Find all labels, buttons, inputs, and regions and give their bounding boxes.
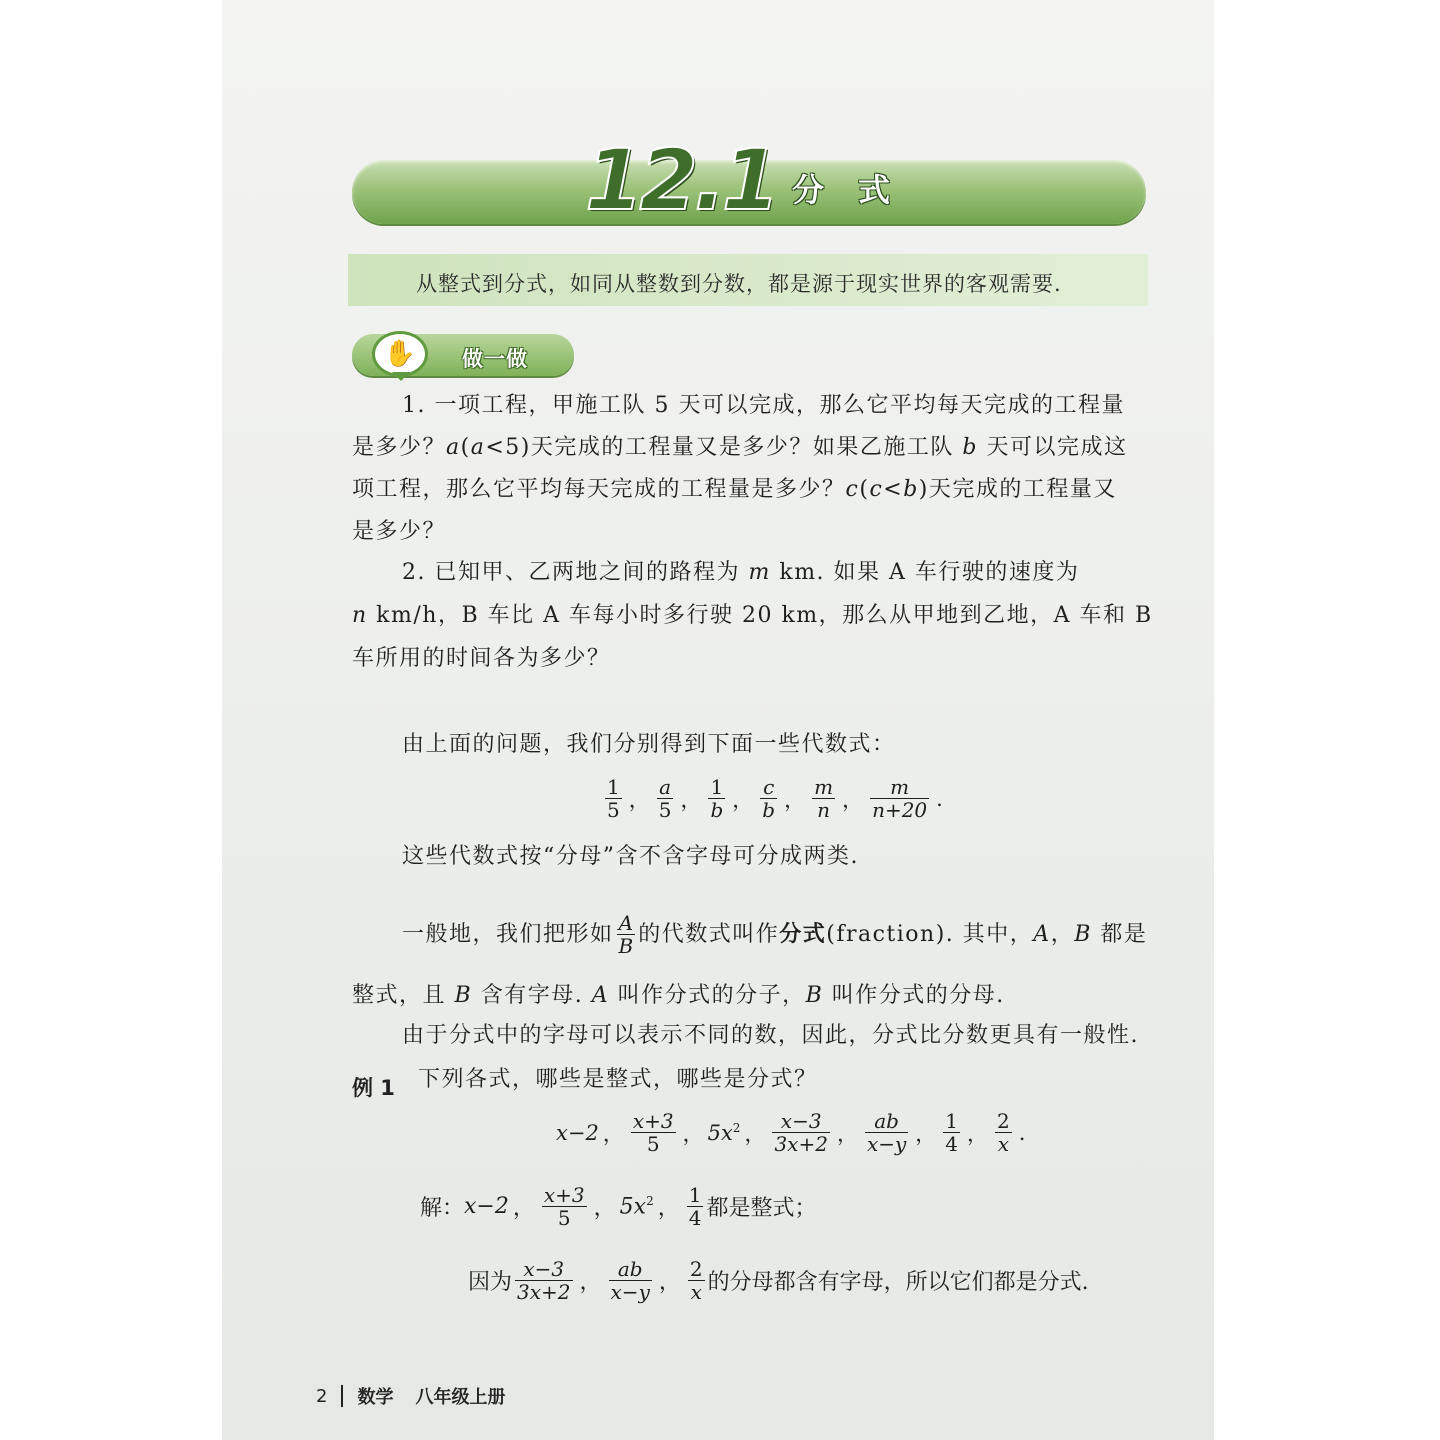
down-arrow-icon [392, 372, 410, 381]
problem-1-line-1: 1. 一项工程，甲施工队 5 天可以完成，那么它平均每天完成的工程量 [402, 393, 1125, 418]
fraction: $\frac{m}{n+20}$ [872, 775, 928, 822]
example-question: 下列各式，哪些是整式，哪些是分式？ [418, 1067, 818, 1092]
definition-line-3: 由于分式中的字母可以表示不同的数，因此，分式比分数更具有一般性. [402, 1023, 1139, 1048]
page-footer [316, 1383, 505, 1409]
solution-line-2: 因为 $\frac{x-3}{3x+2}$ ， $\frac{ab}{x-y}$ ， $\frac{2}{x}$ 的分母都含有字母，所以它们都是分式. [468, 1257, 1089, 1304]
fraction: $\frac{x-3}{3x+2}$ [517, 1257, 571, 1304]
problem-1-line-3: 项工程，那么它平均每天完成的工程量是多少？c(c<b)天完成的工程量又 [352, 477, 1117, 502]
fraction: $\frac{ab}{x-y}$ [866, 1109, 907, 1156]
footer-divider [341, 1385, 343, 1407]
example-label: 例 1 [352, 1076, 395, 1100]
fraction: $\frac{1}{b}$ [710, 775, 724, 822]
book-grade: 八年级上册 [415, 1387, 506, 1408]
problem-1-line-4: 是多少？ [352, 519, 447, 544]
classify-text: 这些代数式按“分母”含不含字母可分成两类. [402, 844, 859, 869]
problem-2-line-2: n km/h，B 车比 A 车每小时多行驶 20 km，那么从甲地到乙地，A 车和 B [352, 603, 1153, 628]
term-fraction: 分式 [779, 921, 827, 947]
fraction: $\frac{1}{4}$ [688, 1183, 702, 1230]
solution-line-1: 解： x−2 ， $\frac{x+3}{5}$ ， $5x^2$ ， $\frac{1}{4}$ 都是整式； [420, 1183, 817, 1230]
fraction-list: $\frac{1}{5}$ ， $\frac{a}{5}$ ， $\frac{1}{b}$ ， $\frac{c}{b}$ ， $\frac{m}{n}$ ， $\frac{m}{n+20}$ . [607, 775, 943, 822]
section-title: 分式 [792, 171, 925, 209]
problem-1-line-2: 是多少？a(a<5)天完成的工程量又是多少？如果乙施工队 b 天可以完成这 [352, 435, 1128, 460]
general-fraction: $\frac{A}{B}$ [618, 911, 634, 958]
fraction: $\frac{2}{x}$ [997, 1109, 1010, 1156]
intro-text: 从整式到分式，如同从整数到分数，都是源于现实世界的客观需要. [416, 272, 1062, 296]
fraction: $\frac{m}{n}$ [814, 775, 834, 822]
book-title: 数学 [357, 1387, 394, 1408]
discussion-lead: 由上面的问题，我们分别得到下面一些代数式： [402, 732, 896, 757]
example-expression-list: x−2 ， $\frac{x+3}{5}$ ， $5x^2$ ， $\frac{x-3}{3x+2}$ ， $\frac{ab}{x-y}$ ， $\frac{1}{4}$ ， $\frac{2}{x}$ . [556, 1109, 1026, 1156]
hand-icon: ✋ [372, 331, 428, 377]
fraction: $\frac{c}{b}$ [762, 775, 776, 822]
problem-2-line-3: 车所用的时间各为多少？ [352, 646, 611, 671]
fraction: $\frac{1}{4}$ [945, 1109, 959, 1156]
fraction: $\frac{x+3}{5}$ [543, 1183, 585, 1230]
activity-label: 做一做 [462, 347, 528, 371]
fraction: $\frac{x+3}{5}$ [632, 1109, 674, 1156]
fraction: $\frac{a}{5}$ [658, 775, 672, 822]
fraction: $\frac{x-3}{3x+2}$ [774, 1109, 828, 1156]
page-number: 2 [316, 1385, 328, 1407]
fraction: $\frac{ab}{x-y}$ [610, 1257, 650, 1304]
definition-line-1: 一般地，我们把形如 $\frac{A}{B}$ 的代数式叫作 分式 (fraction). 其中， A ， B 都是 [402, 911, 1148, 958]
section-number: 12.1 [585, 131, 777, 229]
definition-line-2: 整式，且 B 含有字母. A 叫作分式的分子，B 叫作分式的分母. [352, 983, 1005, 1008]
problem-2-line-1: 2. 已知甲、乙两地之间的路程为 m km. 如果 A 车行驶的速度为 [402, 560, 1080, 585]
fraction: $\frac{2}{x}$ [689, 1257, 703, 1304]
fraction: $\frac{1}{5}$ [607, 775, 620, 822]
